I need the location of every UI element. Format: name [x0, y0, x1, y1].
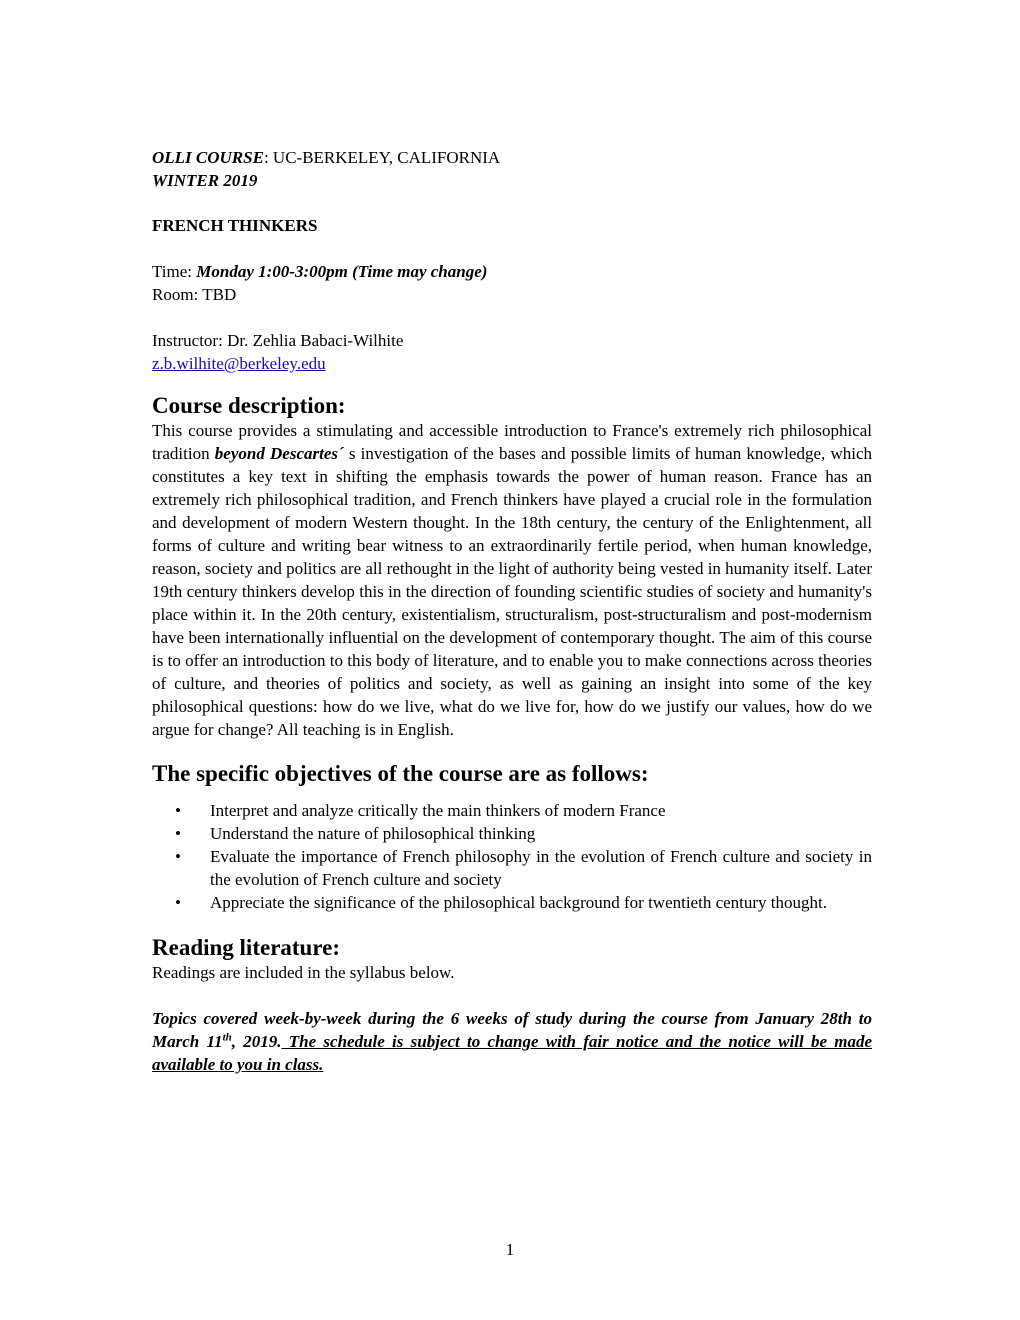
time-value: Monday 1:00-3:00pm (Time may change): [196, 262, 488, 281]
course-term: WINTER 2019: [152, 171, 258, 190]
page-number: 1: [505, 1240, 515, 1259]
bullet-icon: •: [175, 824, 181, 843]
topics-part-2: , 2019.: [231, 1032, 282, 1051]
objectives-list: [152, 799, 872, 914]
instructor-email-link[interactable]: z.b.wilhite@berkeley.edu: [152, 354, 326, 373]
objective-text: Understand the nature of philosophical thinking: [210, 824, 536, 843]
bullet-icon: •: [175, 801, 181, 820]
description-part-1: This course provides a stimulating and accessible introduction to France's extremely rich philosophical tradition: [152, 421, 872, 463]
room-line: Room: TBD: [152, 285, 237, 304]
course-description-text: [152, 419, 872, 741]
course-description-heading: Course description:: [152, 393, 346, 418]
bullet-icon: •: [175, 847, 181, 866]
objective-text: Interpret and analyze critically the main thinkers of modern France: [210, 801, 666, 820]
course-label: OLLI COURSE: [152, 148, 264, 167]
reading-text: Readings are included in the syllabus below.: [152, 963, 455, 982]
reading-heading: Reading literature:: [152, 935, 341, 960]
objective-item: [175, 822, 872, 845]
course-location: : UC-BERKELEY, CALIFORNIA: [263, 148, 501, 167]
course-header-line: [152, 146, 872, 169]
instructor-name: Instructor: Dr. Zehlia Babaci-Wilhite: [152, 331, 404, 350]
topics-schedule-notice: The schedule is subject to change with fair notice and the notice will be made available to you in class.: [152, 1032, 873, 1074]
description-part-2: s investigation of the bases and possible limits of human knowledge, which constitutes a key text in shifting the emphasis towards the power of human reason. France has an extremely rich philosophical tradition, and French thinkers have played a crucial role in the formulation and development of modern Western thought. In the 18th century, the century of the Enlightenment, all forms of culture and writing bear witness to an extraordinarily fertile period, when human knowledge, reason, society and politics are all rethought in the light of authority being vested in humanity itself. Later 19th century thinkers develop this in the direction of founding scientific studies of society and humanity's place within it. In the 20th century, existentialism, structuralism, post-structuralism and post-modernism have been internationally influential on the development of contemporary thought. The aim of this course is to offer an introduction to this body of literature, and to enable you to make connections across theories of culture, and theories of politics and society, as well as gaining an insight into some of the key philosophical questions: how do we live, what do we live for, how do we justify our values, how do we argue for change? All teaching is in English.: [152, 444, 872, 739]
objectives-heading: The specific objectives of the course are as follows:: [152, 761, 649, 786]
objective-item: [175, 891, 872, 914]
time-line: [152, 260, 872, 283]
objective-text: Appreciate the significance of the philosophical background for twentieth century thought.: [210, 893, 827, 912]
topics-paragraph: [152, 1007, 872, 1076]
objective-item: [175, 799, 872, 822]
page-content: [152, 146, 872, 1076]
course-title: FRENCH THINKERS: [152, 216, 318, 235]
objective-item: [175, 845, 872, 891]
topics-part-1: Topics covered week-by-week during the 6 weeks of study during the course from January 28th to March 11: [152, 1009, 872, 1051]
objective-text: Evaluate the importance of French philosophy in the evolution of French culture and society in the evolution of French culture and society: [210, 847, 872, 889]
topics-superscript: th: [222, 1031, 232, 1044]
description-emphasis: beyond Descartes´: [214, 444, 344, 463]
time-label: Time:: [152, 262, 197, 281]
bullet-icon: •: [175, 893, 181, 912]
